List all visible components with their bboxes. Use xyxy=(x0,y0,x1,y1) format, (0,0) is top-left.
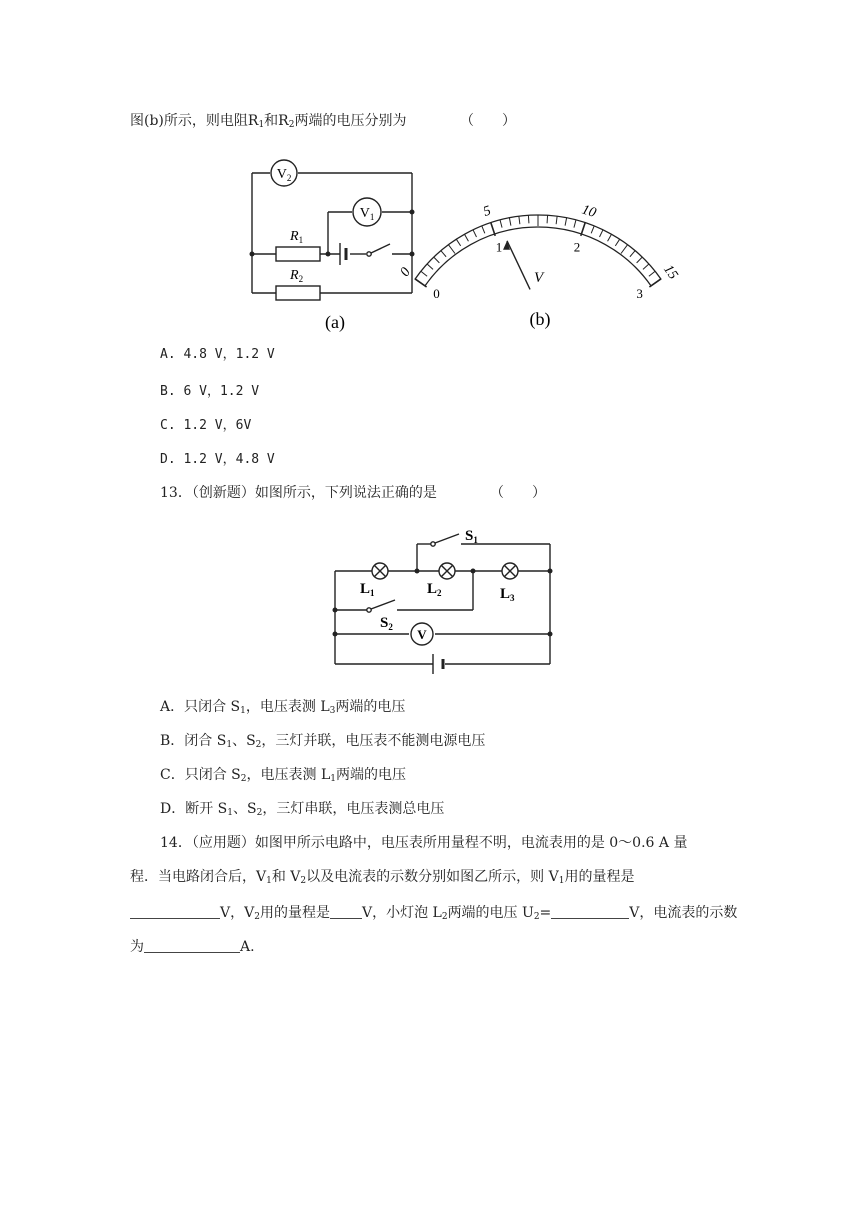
r2-resistor xyxy=(276,286,320,300)
r2-label: $R_2$ xyxy=(290,268,304,284)
s2-label: $S_2$ xyxy=(380,615,393,632)
meter-label: V xyxy=(417,627,427,642)
q14-line-2: 程．当电路闭合后，$V_1$和 $V_2$以及电流表的示数分别如图乙所示，则 $V_1$用的量程是 xyxy=(130,869,635,886)
dial-inner-label: 0 xyxy=(433,285,440,301)
l3-label: $L_3$ xyxy=(500,586,515,603)
dial-inner-label: 3 xyxy=(636,285,643,301)
l2-label: $L_2$ xyxy=(427,581,442,598)
dial-unit-label: V xyxy=(534,270,544,286)
q12-figure-a xyxy=(240,148,430,336)
r1-label: $R_1$ xyxy=(290,229,304,245)
s1-switch-icon xyxy=(431,534,459,546)
l1-lamp-icon xyxy=(372,563,388,579)
voltmeter-dial xyxy=(398,202,681,301)
q14-line-1: 14．（应用题）如图甲所示电路中，电压表所用量程不明，电流表用的是 0～0.6 A 量 xyxy=(160,835,688,851)
q14-line-3: V，$V_2$用的量程是 V，小灯泡 $L_2$两端的电压 $U_2= V$，电流表的示数 xyxy=(130,903,737,927)
r1-resistor xyxy=(276,247,320,261)
dial-outer-label: 15 xyxy=(660,262,681,283)
s1-label: $S_1$ xyxy=(465,528,478,545)
q13-option-a: A．只闭合 $S_1$，电压表测 $L_3$两端的电压 xyxy=(160,699,406,716)
dial-inner-label: 1 xyxy=(495,239,503,255)
l2-lamp-icon xyxy=(439,563,455,579)
v1-label: $V_1$ xyxy=(359,206,375,222)
dial-needle xyxy=(507,241,530,290)
q13-option-d: D．断开 $S_1$、$S_2$，三灯串联，电压表测总电压 xyxy=(160,801,445,818)
s2-switch-icon xyxy=(367,600,395,612)
fig-a-caption: (a) xyxy=(325,312,345,332)
q13-stem: 13．（创新题）如图所示，下列说法正确的是 xyxy=(160,485,437,501)
q12-option-a: A. 4.8 V，1.2 V xyxy=(160,347,275,362)
blank-v1-range[interactable] xyxy=(130,904,220,919)
q13-option-c: C．只闭合 $S_2$，电压表测 $L_1$两端的电压 xyxy=(160,767,406,784)
q12-stem: 图(b)所示，则电阻$R_1$和$R_2$两端的电压分别为 xyxy=(130,113,407,130)
q13-answer-paren: （ ） xyxy=(490,485,546,501)
q13-figure xyxy=(325,520,565,670)
switch-icon xyxy=(367,244,390,256)
fig-b-caption: (b) xyxy=(529,309,551,329)
blank-current-value[interactable] xyxy=(144,938,240,953)
q12-answer-paren: （ ） xyxy=(460,113,516,129)
l1-label: $L_1$ xyxy=(360,581,375,598)
v2-label: $V_2$ xyxy=(276,167,292,183)
l3-lamp-icon xyxy=(502,563,518,579)
dial-outer-label: 0 xyxy=(397,265,414,280)
blank-v2-range[interactable] xyxy=(330,904,362,919)
blank-u2-value[interactable] xyxy=(551,904,629,919)
q12-figure-b xyxy=(397,150,681,336)
dial-tick xyxy=(528,215,529,223)
q12-option-c: C. 1.2 V，6V xyxy=(160,418,252,433)
dial-inner-label: 2 xyxy=(573,239,581,255)
dial-tick xyxy=(547,215,548,223)
q12-option-d: D. 1.2 V，4.8 V xyxy=(160,452,275,467)
dial-outer-label: 5 xyxy=(481,203,493,220)
dial-outer-label: 10 xyxy=(579,202,598,222)
q12-option-b: B. 6 V，1.2 V xyxy=(160,384,260,399)
q13-option-b: B．闭合 $S_1$、$S_2$，三灯并联，电压表不能测电源电压 xyxy=(160,733,486,750)
q14-line-4: 为 A. xyxy=(130,939,255,955)
